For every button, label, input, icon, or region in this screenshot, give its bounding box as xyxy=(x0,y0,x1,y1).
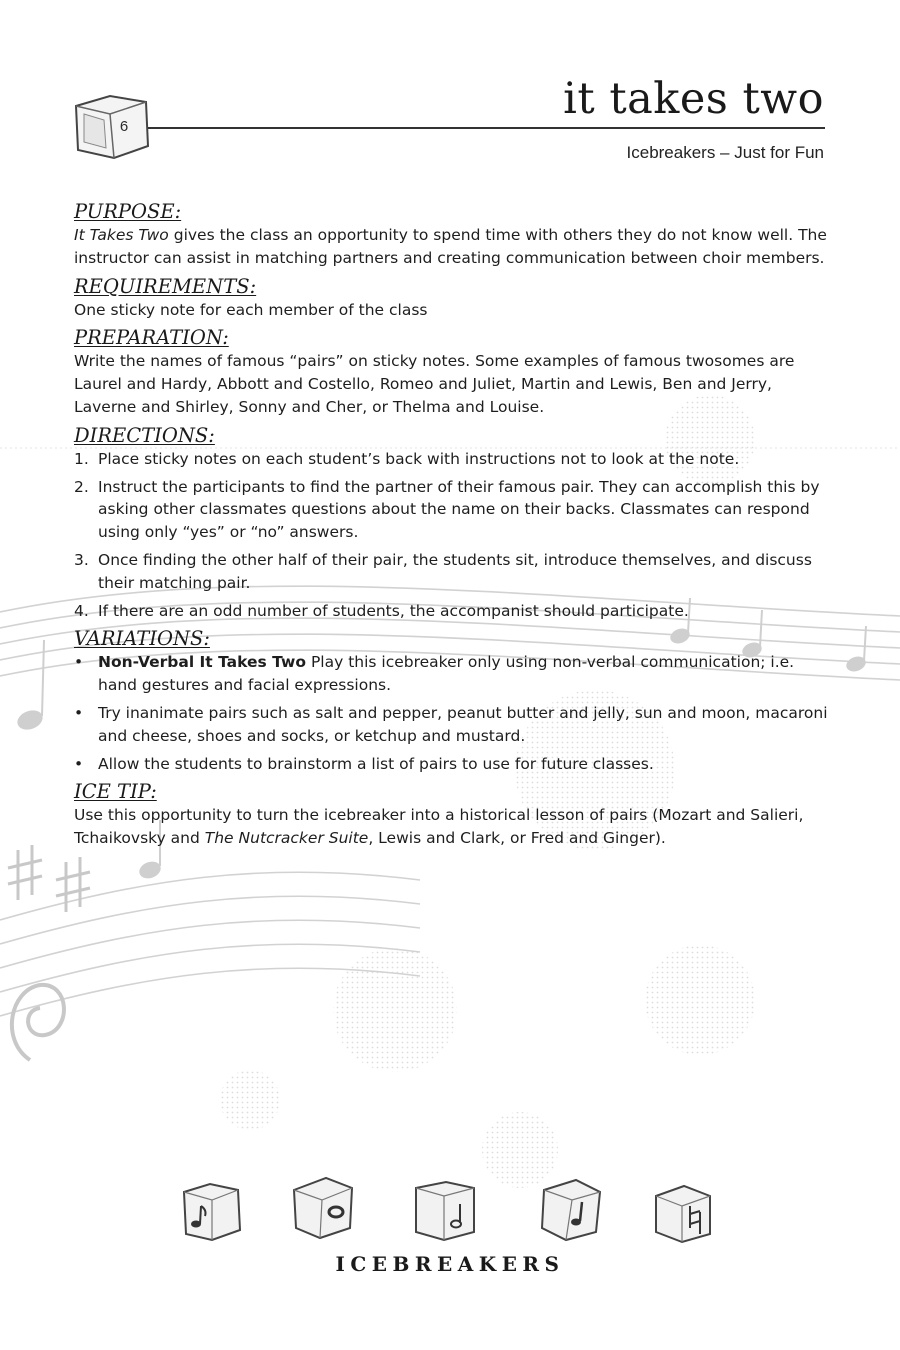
direction-item xyxy=(74,600,834,623)
treble-clef-decoration xyxy=(12,985,64,1060)
direction-text: Once finding the other half of their pair, the students sit, introduce themselves, and discuss their matching pair. xyxy=(98,550,812,592)
header-rule xyxy=(148,127,825,129)
dotted-circle-decoration xyxy=(220,1070,280,1130)
ice-cube-half-note-icon xyxy=(416,1182,474,1240)
variation-item xyxy=(74,753,834,776)
purpose-text: It Takes Two gives the class an opportunity to spend time with others they do not know well. The instructor can assist in matching partners and creating communication between choir members. xyxy=(74,226,827,267)
ice-cube-page-icon xyxy=(70,92,152,162)
purpose-activity-name: It Takes Two xyxy=(74,226,169,244)
variations-heading: VARIATIONS: xyxy=(74,627,210,651)
ice-cube-eighth-note-icon xyxy=(184,1184,240,1240)
sharp-sign-decoration xyxy=(8,845,90,912)
ice-cube-whole-note-icon xyxy=(294,1178,352,1238)
direction-text: If there are an odd number of students, the accompanist should participate. xyxy=(98,601,689,620)
variation-text: Allow the students to brainstorm a list of pairs to use for future classes. xyxy=(98,754,654,773)
variation-text: Play this icebreaker only using non-verbal communication; i.e. hand gestures and facial expressions. xyxy=(98,653,795,695)
variation-bold-label: Non-Verbal It Takes Two xyxy=(98,653,307,672)
page-title: it takes two xyxy=(563,74,824,124)
ice-cube-natural-sign-icon xyxy=(656,1186,710,1242)
variation-item xyxy=(74,702,834,748)
bullet: • xyxy=(74,754,84,773)
direction-text: Instruct the participants to find the partner of their famous pair. They can accomplish this by asking other classmates questions about the name on their backs. Classmates can respond using only “yes” or “no” answers. xyxy=(98,477,820,542)
direction-item xyxy=(74,476,834,544)
direction-number: 1. xyxy=(74,449,89,468)
ice-tip-heading: ICE TIP: xyxy=(74,780,157,804)
page-subtitle: Icebreakers – Just for Fun xyxy=(626,143,824,162)
requirements-text: One sticky note for each member of the class xyxy=(74,300,428,319)
footer-ice-cubes xyxy=(170,1176,730,1256)
bullet: • xyxy=(74,653,84,672)
direction-number: 3. xyxy=(74,550,89,569)
requirements-heading: REQUIREMENTS: xyxy=(74,274,257,298)
direction-number: 4. xyxy=(74,601,89,620)
preparation-heading: PREPARATION: xyxy=(74,326,229,350)
activity-content xyxy=(74,199,834,850)
direction-text: Place sticky notes on each student’s back with instructions not to look at the note. xyxy=(98,449,740,468)
bullet: • xyxy=(74,703,84,722)
ice-tip-text: Use this opportunity to turn the icebreaker into a historical lesson of pairs (Mozart and Salieri, Tchaikovsky and The Nutcracker Suite, Lewis and Clark, or Fred and Ginger). xyxy=(74,806,804,848)
preparation-text: Write the names of famous “pairs” on sticky notes. Some examples of famous twosomes are Laurel and Hardy, Abbott and Costello, Romeo and Juliet, Martin and Lewis, Ben and Jerry, Laverne and Shirley, Sonny and Cher, or Thelma and Louise. xyxy=(74,352,795,416)
ice-tip-italic: The Nutcracker Suite xyxy=(204,829,369,848)
direction-item xyxy=(74,549,834,595)
page-number: 6 xyxy=(119,118,129,135)
directions-heading: DIRECTIONS: xyxy=(74,423,215,447)
variation-item xyxy=(74,651,834,697)
dotted-circle-decoration xyxy=(333,948,457,1072)
direction-item xyxy=(74,448,834,471)
ice-cube-sixteenth-note-icon xyxy=(542,1180,600,1240)
purpose-heading: PURPOSE: xyxy=(74,200,182,223)
dotted-circle-decoration xyxy=(645,945,755,1055)
footer-brand: ICEBREAKERS xyxy=(335,1252,565,1276)
variation-text: Try inanimate pairs such as salt and pepper, peanut butter and jelly, sun and moon, macaroni and cheese, shoes and socks, or ketchup and mustard. xyxy=(98,703,828,745)
direction-number: 2. xyxy=(74,477,89,496)
